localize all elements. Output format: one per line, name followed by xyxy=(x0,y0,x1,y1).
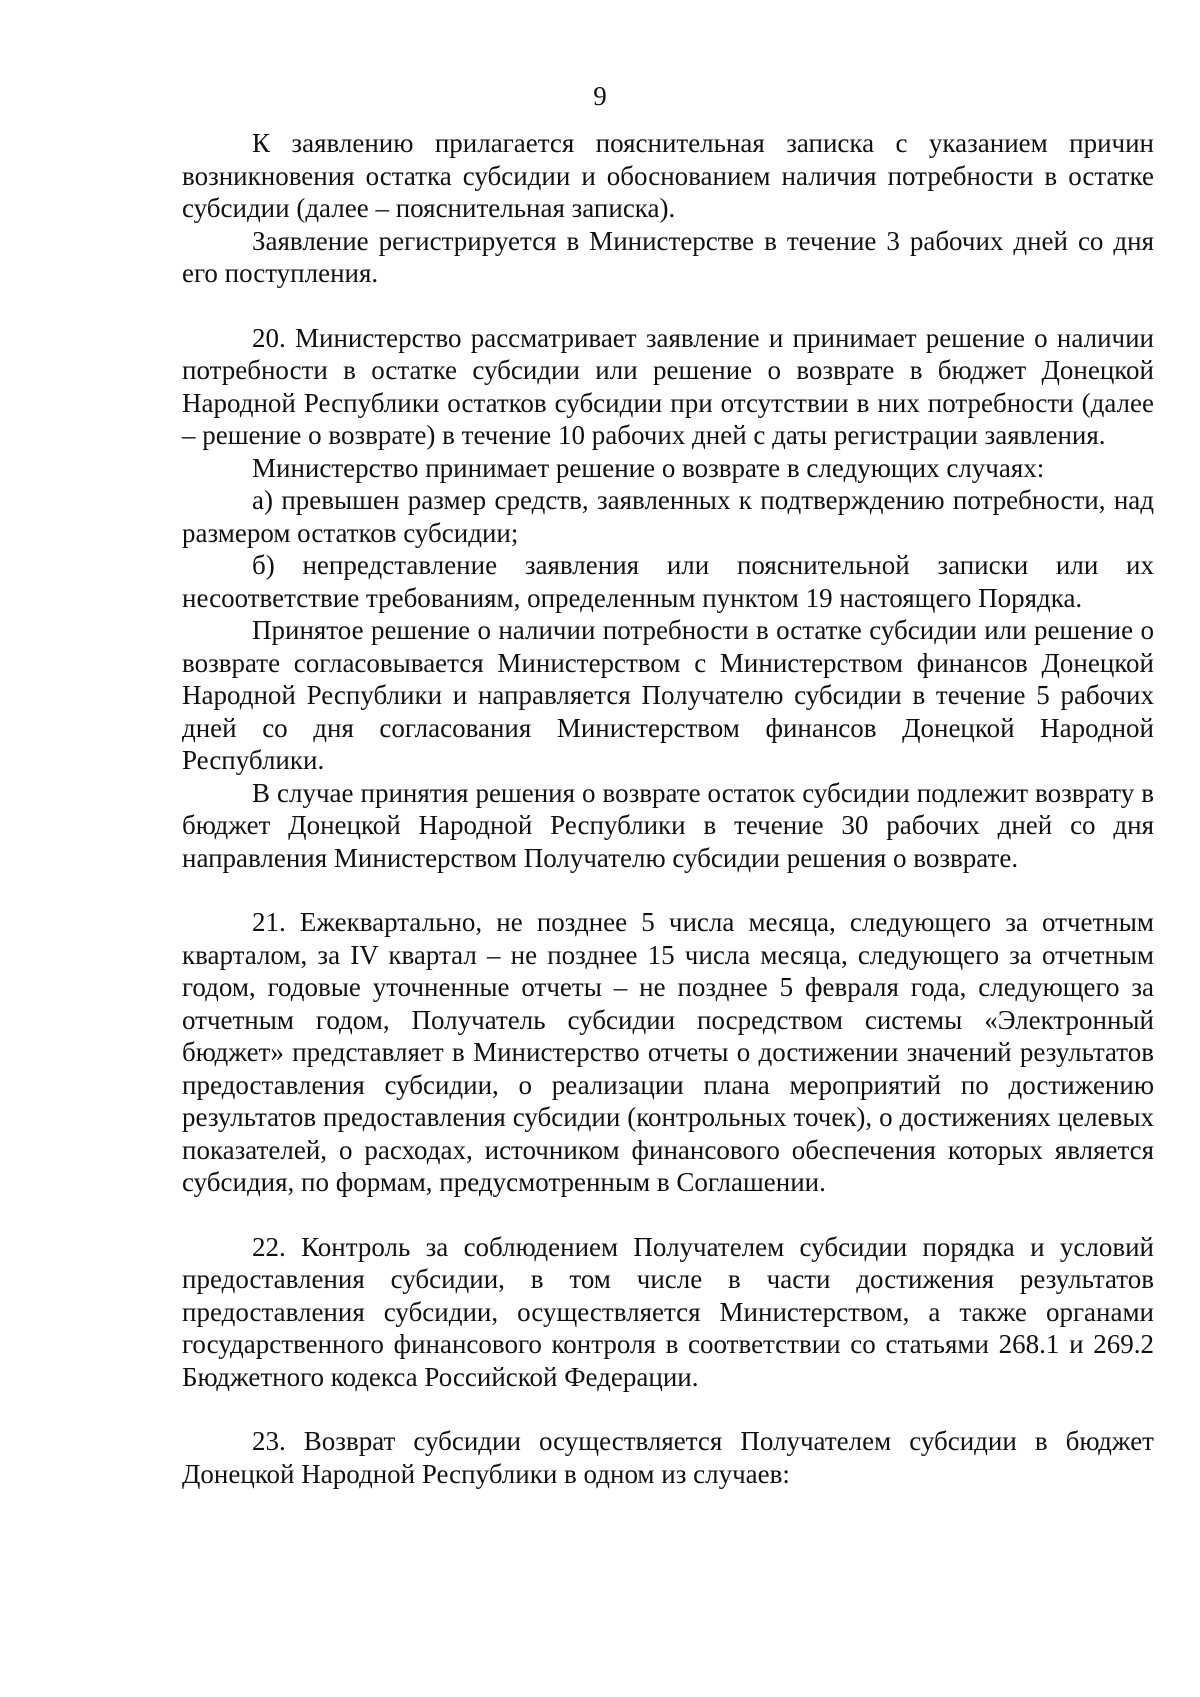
section-gap xyxy=(182,874,1154,906)
page-number: 9 xyxy=(593,81,607,111)
paragraph: 21. Ежеквартально, не позднее 5 числа месяца, следующего за отчетным кварталом, за IV квартал – не позднее 15 числа месяца, следующего за отчетным годом, годовые уточненные отчеты – не позднее 5 февраля года, следующего за отчетным годом, Получатель субсидии посредством системы «Электронный бюджет» представляет в Министерство отчеты о достижении значений результатов предоставления субсидии, о реализации плана мероприятий по достижению результатов предоставления субсидии (контрольных точек), о достижениях целевых показателей, о расходах, источником финансового обеспечения которых является субсидия, по формам, предусмотренным в Соглашении. xyxy=(182,907,1154,1197)
paragraph: 22. Контроль за соблюдением Получателем субсидии порядка и условий предоставления субсидии, в том числе в части достижения результатов предоставления субсидии, осуществляется Министерством, а также органами государственного финансового контроля в соответствии со статьями 268.1 и 269.2 Бюджетного кодекса Российской Федерации. xyxy=(182,1231,1154,1392)
paragraph: 20. Министерство рассматривает заявление и принимает решение о наличии потребности в остатке субсидии или решение о возврате в бюджет Донецкой Народной Республики остатков субсидии при отсутствии в них потребности (далее – решение о возврате) в течение 10 рабочих дней с даты регистрации заявления. xyxy=(182,322,1154,450)
paragraph: В случае принятия решения о возврате остаток субсидии подлежит возврату в бюджет Донецкой Народной Республики в течение 30 рабочих дней со дня направления Министерством Получателю субсидии решения о возврате. xyxy=(182,777,1154,873)
section-gap xyxy=(182,1393,1154,1425)
paragraph: 23. Возврат субсидии осуществляется Получателем субсидии в бюджет Донецкой Народной Республики в одном из случаев: xyxy=(182,1426,1154,1489)
paragraph: Заявление регистрируется в Министерстве в течение 3 рабочих дней со дня его поступления. xyxy=(182,225,1154,288)
document-body xyxy=(182,127,1154,1490)
section-gap xyxy=(182,1199,1154,1231)
paragraph: б) непредставление заявления или пояснительной записки или их несоответствие требованиям, определенным пунктом 19 настоящего Порядка. xyxy=(182,550,1154,613)
paragraph: Принятое решение о наличии потребности в остатке субсидии или решение о возврате согласовывается Министерством с Министерством финансов Донецкой Народной Республики и направляется Получателю субсидии в течение 5 рабочих дней со дня согласования Министерством финансов Донецкой Народной Республики. xyxy=(182,615,1154,775)
paragraph: К заявлению прилагается пояснительная записка с указанием причин возникновения остатка субсидии и обоснованием наличия потребности в остатке субсидии (далее – пояснительная записка). xyxy=(182,128,1154,223)
paragraph: а) превышен размер средств, заявленных к подтверждению потребности, над размером остатков субсидии; xyxy=(182,485,1154,548)
section-gap xyxy=(182,290,1154,322)
paragraph: Министерство принимает решение о возврате в следующих случаях: xyxy=(252,452,1045,483)
